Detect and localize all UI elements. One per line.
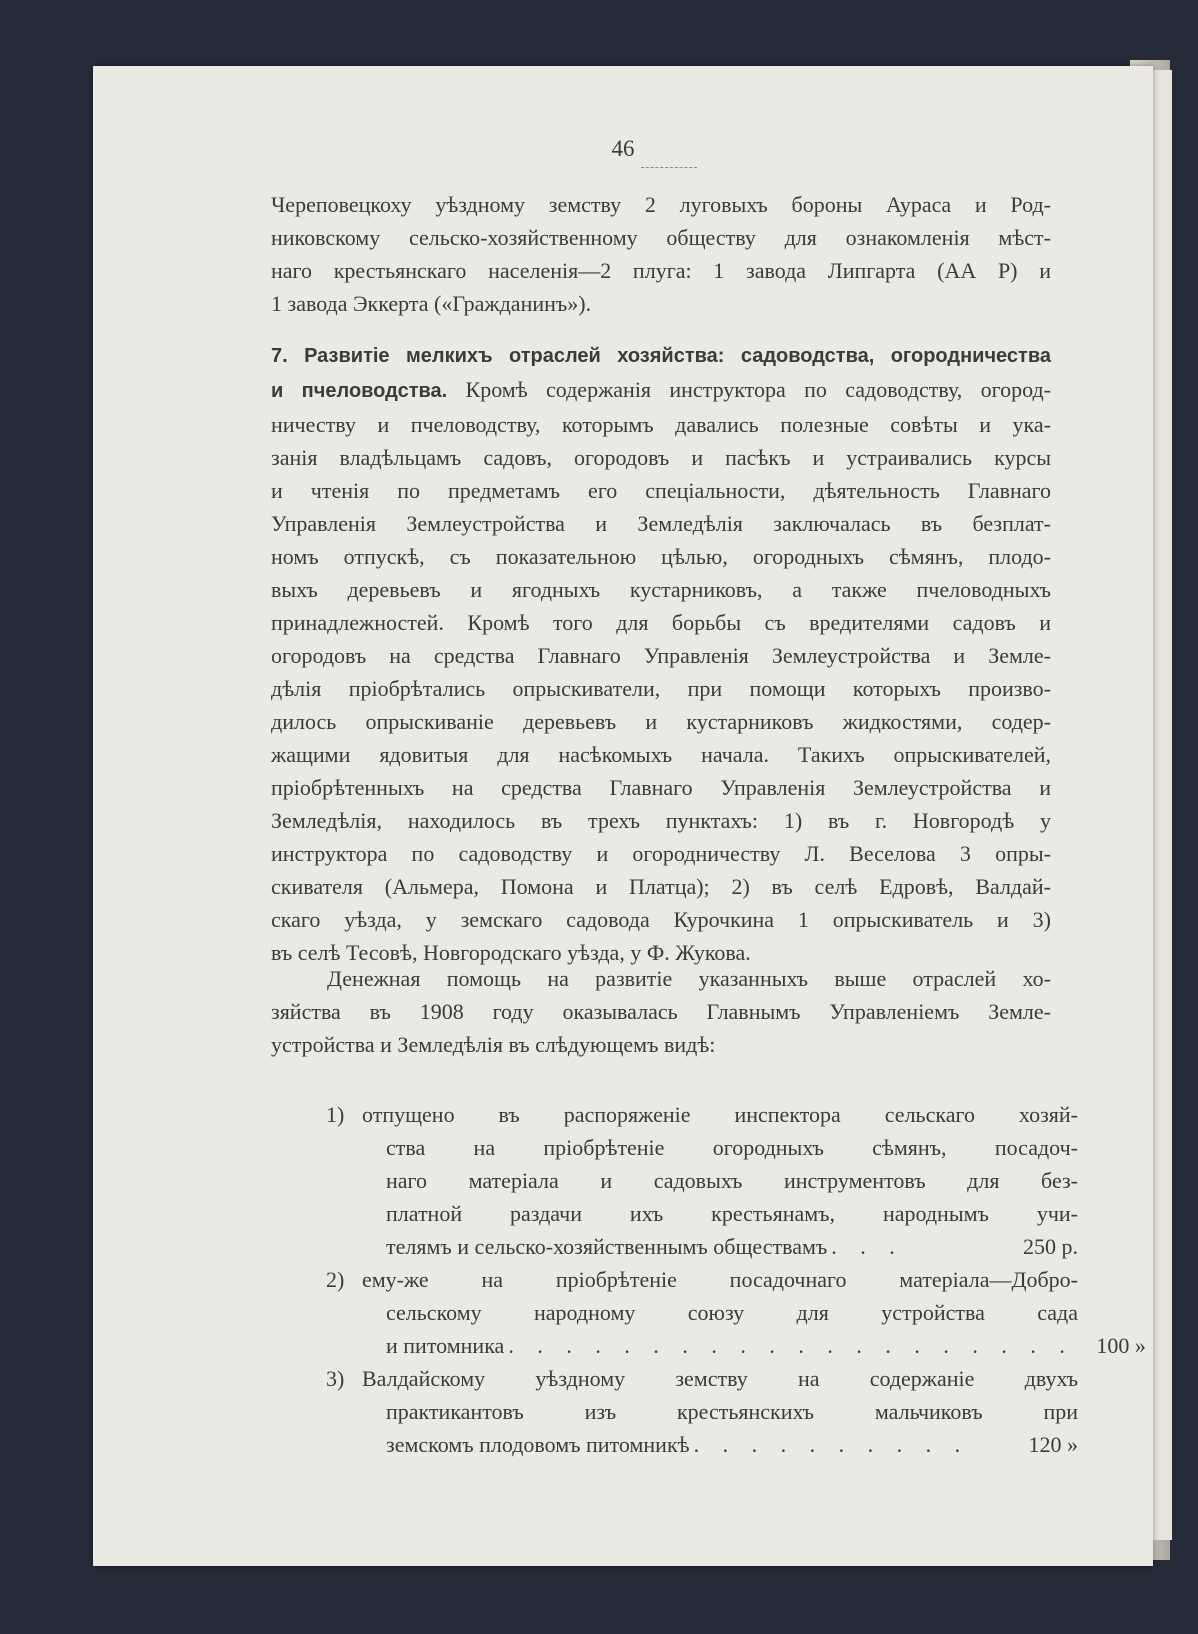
amount-value: 100 » (1096, 1333, 1146, 1358)
text-line: практикантовъ изъ крестьянскихъ мальчиковъ при (386, 1399, 1078, 1424)
text-line: выхъ деревьевъ и ягодныхъ кустарниковъ, а также пчеловодныхъ (271, 577, 1051, 602)
amount-value: 250 р. (1023, 1234, 1078, 1259)
text-line: Земледѣлія, находилось въ трехъ пунктахъ: 1) въ г. Новгородѣ у (271, 808, 1051, 833)
text-line: Денежная помощь на развитіе указанныхъ выше отраслей хо- (327, 966, 1051, 991)
text-line: Валдайскому уѣздному земству на содержаніе двухъ (362, 1366, 1078, 1391)
amount-line (362, 1230, 1078, 1263)
text-line: никовскому сельско-хозяйственному обществу для ознакомленія мѣст- (271, 225, 1051, 250)
text-line: номъ отпускѣ, съ показательною цѣлью, огородныхъ сѣмянъ, плодо- (271, 544, 1051, 569)
text-line: огородовъ на средства Главнаго Управленія Землеустройства и Земле- (271, 643, 1051, 668)
text-line: сельскому народному союзу для устройства сада (386, 1300, 1078, 1325)
text-line: зяйства въ 1908 году оказывалась Главнымъ Управленіемъ Земле- (271, 999, 1051, 1024)
paragraph-3 (271, 962, 1051, 1061)
text-run: Кромѣ содержанія инструктора по садоводству, огород- (447, 377, 1051, 402)
section-heading: 7. Развитіе мелкихъ отраслей хозяйства: садоводства, огородничества (271, 345, 1051, 367)
text-line: скаго уѣзда, у земскаго садовода Курочкина 1 опрыскиватель и 3) (271, 907, 1051, 932)
text-line (271, 373, 1051, 408)
page-number: 46 (611, 136, 635, 161)
text-line: наго матеріала и садовыхъ инструментовъ для без- (386, 1168, 1078, 1193)
text-line: ничеству и пчеловодству, которымъ давались полезные совѣты и ука- (271, 412, 1051, 437)
text-line: инструктора по садоводству и огородничеству Л. Веселова 3 опры- (271, 841, 1051, 866)
paragraph-1 (271, 188, 1051, 320)
text-line: отпущено въ распоряженіе инспектора сельскаго хозяй- (362, 1102, 1078, 1127)
text-line: Череповецкоху уѣздному земству 2 луговыхъ бороны Aypaca и Род- (271, 192, 1051, 217)
book-page (93, 66, 1153, 1566)
text-line: дѣлія пріобрѣтались опрыскиватели, при помощи которыхъ произво- (271, 676, 1051, 701)
text-line: жащими ядовитыя для насѣкомыхъ начала. Такихъ опрыскивателей, (271, 742, 1051, 767)
leader-dots: . . . . . . . . . . (693, 1432, 970, 1457)
text-line: дилось опрыскиваніе деревьевъ и кустарниковъ жидкостями, содер- (271, 709, 1051, 734)
item-number: 1) (326, 1102, 345, 1127)
section-heading-end: и пчеловодства. (271, 380, 448, 402)
page-number-rule (641, 167, 697, 169)
leader-dots: . . . . . . . . . . . . . . . . . . . . (508, 1333, 1074, 1358)
text-line: Управленія Землеустройства и Земледѣлія заключалась въ безплат- (271, 511, 1051, 536)
list-item (326, 1362, 1078, 1461)
text-line: платной раздачи ихъ крестьянамъ, народнымъ учи- (386, 1201, 1078, 1226)
item-number: 2) (326, 1267, 345, 1292)
text-line: занія владѣльцамъ садовъ, огородовъ и пасѣкъ и устраивались курсы (271, 445, 1051, 470)
funding-list (326, 1098, 1146, 1461)
leader-dots: . . . (831, 1234, 904, 1259)
text-run: телямъ и сельско-хозяйственнымъ обществамъ (386, 1234, 828, 1259)
text-line: принадлежностей. Кромѣ того для борьбы съ вредителями садовъ и (271, 610, 1051, 635)
item-number: 3) (326, 1366, 345, 1391)
text-line: и чтенія по предметамъ его спеціальности, дѣятельность Главнаго (271, 478, 1051, 503)
amount-value: 120 » (1028, 1432, 1078, 1457)
amount-line (362, 1329, 1146, 1362)
text-line: скивателя (Альмера, Помона и Платца); 2) въ селѣ Едровѣ, Валдай- (271, 874, 1051, 899)
text-line: наго крестьянскаго населенія—2 плуга: 1 завода Липгарта (АА Р) и (271, 258, 1051, 283)
list-item (326, 1098, 1078, 1263)
text-line: въ селѣ Тесовѣ, Новгородскаго уѣзда, у Ф. Жукова. (271, 940, 751, 965)
text-line: устройства и Земледѣлія въ слѣдующемъ видѣ: (271, 1032, 716, 1057)
paragraph-2 (271, 340, 1051, 969)
text-line: 1 завода Эккерта («Гражданинъ»). (271, 291, 592, 316)
text-line: ему-же на пріобрѣтеніе посадочнаго матеріала—Добро- (362, 1267, 1078, 1292)
next-page-edge (1152, 70, 1172, 1540)
amount-line (362, 1428, 1078, 1461)
text-run: и питомника (386, 1333, 505, 1358)
text-run: земскомъ плодовомъ питомникѣ (386, 1432, 690, 1457)
list-item (326, 1263, 1146, 1362)
text-line: пріобрѣтенныхъ на средства Главнаго Управленія Землеустройства и (271, 775, 1051, 800)
text-line: ства на пріобрѣтеніе огородныхъ сѣмянъ, посадоч- (386, 1135, 1078, 1160)
